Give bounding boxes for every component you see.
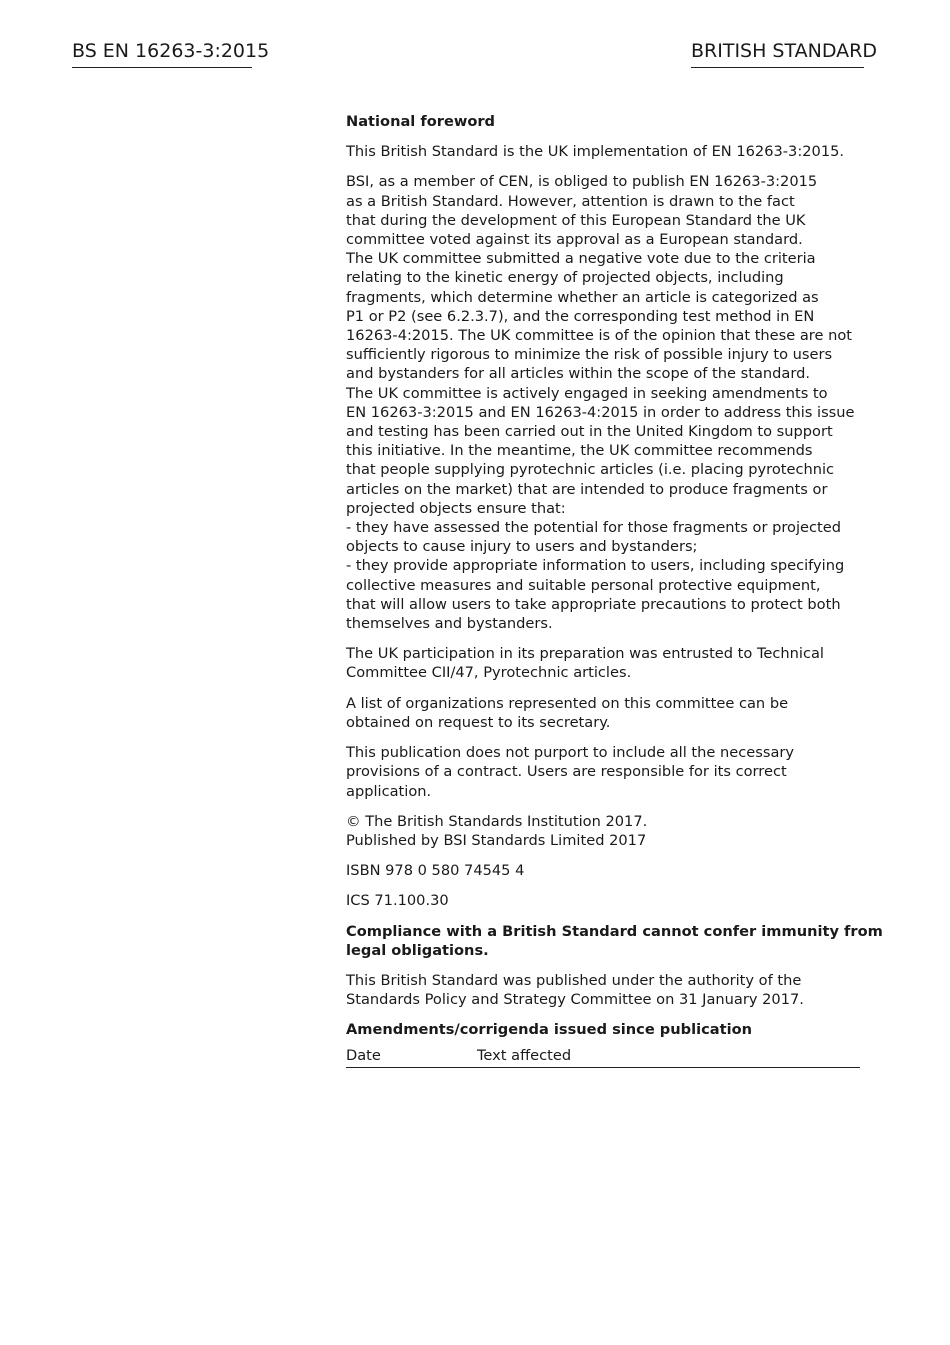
text-line: and testing has been carried out in the United Kingdom to support xyxy=(346,423,833,441)
text-line: objects to cause injury to users and bystanders; xyxy=(346,538,698,556)
section-title: National foreword xyxy=(346,113,496,130)
text-line: obtained on request to its secretary. xyxy=(346,713,611,731)
authority-paragraph xyxy=(346,971,860,1009)
text-line: that during the development of this European Standard the UK xyxy=(346,211,806,229)
text-line: articles on the market) that are intended to produce fragments or xyxy=(346,480,828,498)
text-line: legal obligations. xyxy=(346,941,489,959)
text-line: as a British Standard. However, attention is drawn to the fact xyxy=(346,192,795,210)
text-line: sufficiently rigorous to minimize the risk of possible injury to users xyxy=(346,346,833,364)
text-line: that will allow users to take appropriate precautions to protect both xyxy=(346,595,841,613)
text-line: This British Standard was published under the authority of the xyxy=(346,971,802,989)
participation-paragraph xyxy=(346,644,860,682)
compliance-notice xyxy=(346,922,883,960)
national-foreword xyxy=(346,112,883,1068)
text-line: themselves and bystanders. xyxy=(346,615,553,633)
text-line: committee voted against its approval as a European standard. xyxy=(346,231,803,249)
text-line: The UK participation in its preparation was entrusted to Technical xyxy=(346,645,824,663)
text-line: This publication does not purport to include all the necessary xyxy=(346,744,795,762)
text-line: P1 or P2 (see 6.2.3.7), and the corresponding test method in EN xyxy=(346,307,815,325)
text-line: A list of organizations represented on this committee can be xyxy=(346,694,789,712)
text-line: Compliance with a British Standard cannot confer immunity from xyxy=(346,922,883,940)
amendments-table xyxy=(346,1046,860,1068)
amendments-title: Amendments/corrigenda issued since publication xyxy=(346,1021,752,1039)
text-line: EN 16263-3:2015 and EN 16263-4:2015 in order to address this issue xyxy=(346,403,855,421)
text-line: © The British Standards Institution 2017. xyxy=(346,812,648,830)
text-line: Standards Policy and Strategy Committee on 31 January 2017. xyxy=(346,991,804,1009)
document-id: BS EN 16263-3:2015 xyxy=(72,38,252,68)
text-line: and bystanders for all articles within the scope of the standard. xyxy=(346,365,811,383)
copyright-paragraph xyxy=(346,812,860,850)
text-line: 16263-4:2015. The UK committee is of the opinion that these are not xyxy=(346,327,853,345)
text-line: - they provide appropriate information to users, including specifying xyxy=(346,557,845,575)
text-line: this initiative. In the meantime, the UK committee recommends xyxy=(346,442,813,460)
text-line: fragments, which determine whether an article is categorized as xyxy=(346,288,819,306)
text-line: BSI, as a member of CEN, is obliged to publish EN 16263-3:2015 xyxy=(346,173,818,191)
text-line: that people supplying pyrotechnic articles (i.e. placing pyrotechnic xyxy=(346,461,835,479)
isbn: ISBN 978 0 580 74545 4 xyxy=(346,862,525,880)
text-line: application. xyxy=(346,782,432,800)
amendments-col-date: Date xyxy=(346,1046,381,1064)
cen-paragraph xyxy=(346,172,860,633)
text-line: Committee CII/47, Pyrotechnic articles. xyxy=(346,664,632,682)
text-line: collective measures and suitable personal protective equipment, xyxy=(346,576,821,594)
text-line: - they have assessed the potential for those fragments or projected xyxy=(346,519,841,537)
text-line: The UK committee submitted a negative vote due to the criteria xyxy=(346,250,816,268)
document-type: BRITISH STANDARD xyxy=(691,38,864,68)
contract-paragraph xyxy=(346,743,860,801)
amendments-col-text: Text affected xyxy=(477,1046,572,1064)
text-line: projected objects ensure that: xyxy=(346,499,566,517)
organizations-paragraph xyxy=(346,694,860,732)
text-line: The UK committee is actively engaged in seeking amendments to xyxy=(346,384,828,402)
text-line: relating to the kinetic energy of projected objects, including xyxy=(346,269,784,287)
text-line: Published by BSI Standards Limited 2017 xyxy=(346,831,647,849)
intro-paragraph: This British Standard is the UK implementation of EN 16263-3:2015. xyxy=(346,143,845,161)
ics: ICS 71.100.30 xyxy=(346,892,449,910)
text-line: provisions of a contract. Users are responsible for its correct xyxy=(346,763,787,781)
